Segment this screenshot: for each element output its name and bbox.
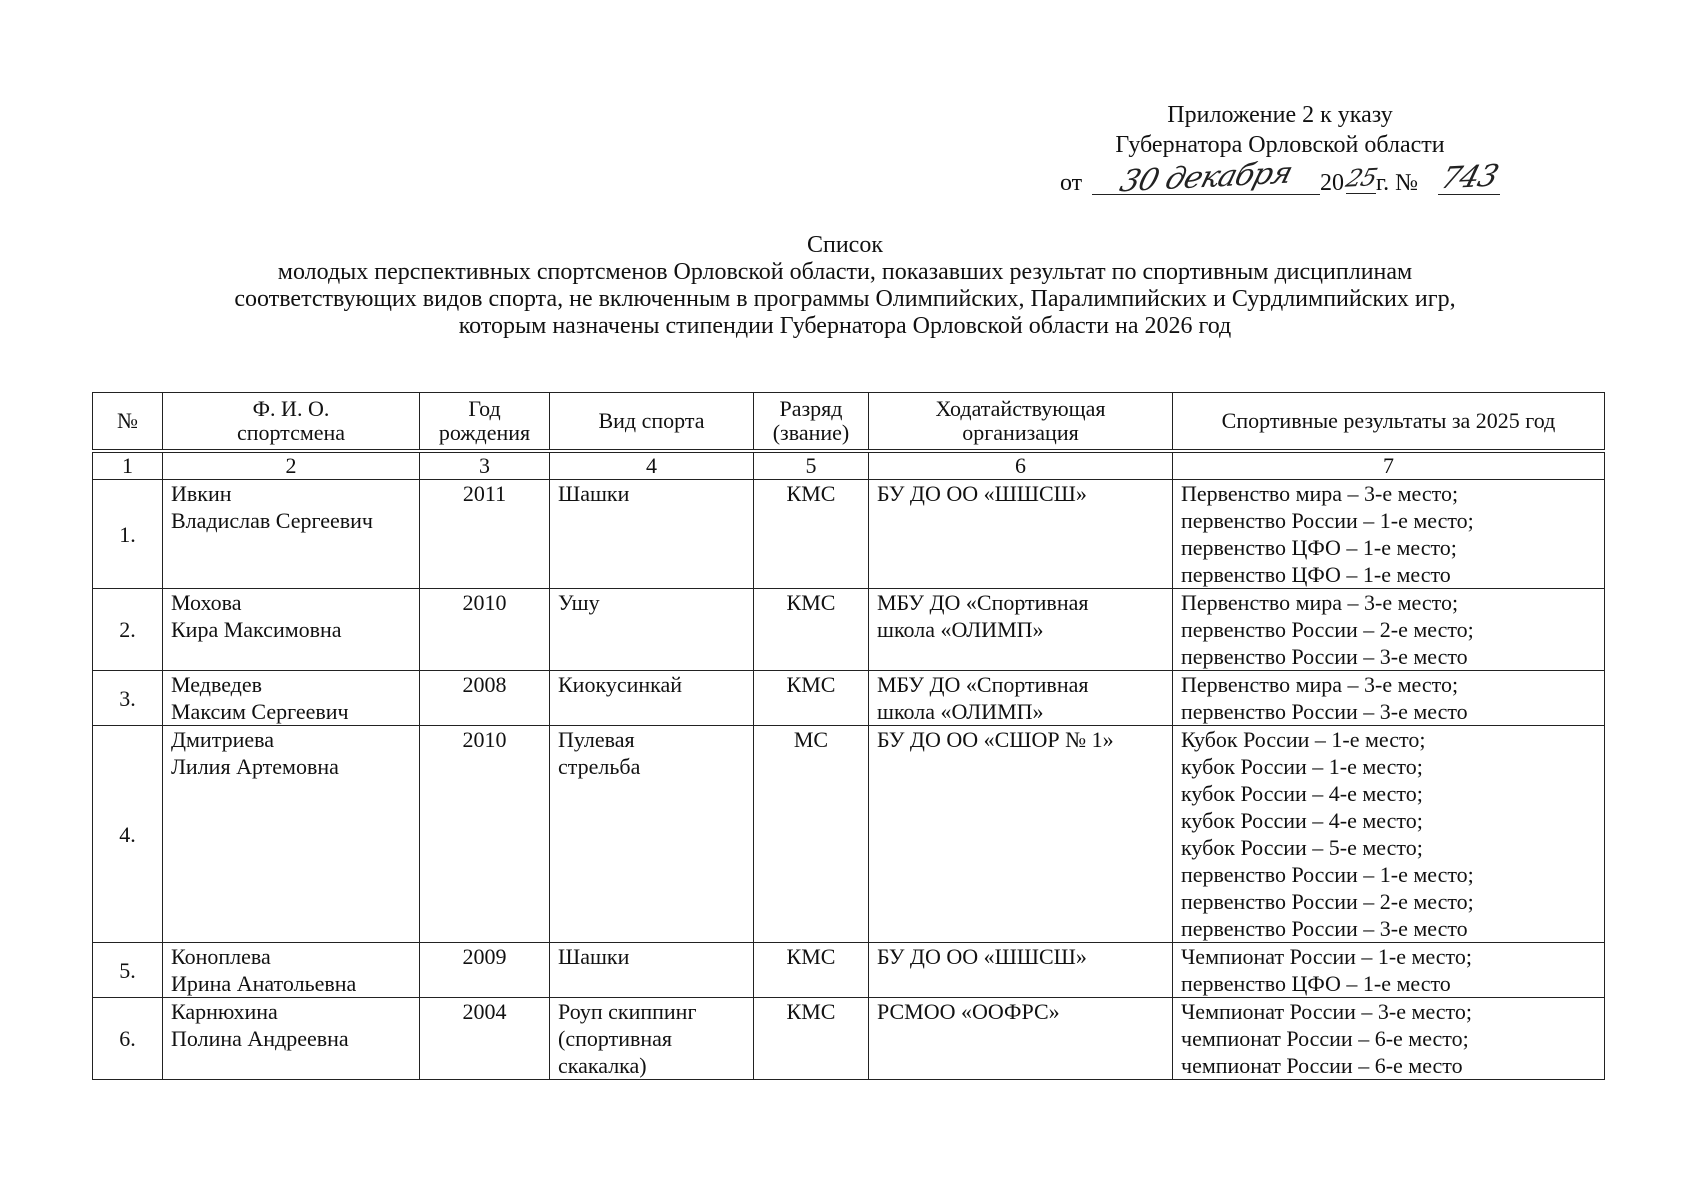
row-number: 5. (93, 943, 163, 998)
organization: БУ ДО ОО «ШШСШ» (869, 480, 1173, 589)
year-prefix: 20 (1320, 170, 1344, 196)
results (1173, 998, 1605, 1080)
athlete-name (163, 726, 420, 943)
result-entry: кубок России – 4-е место; (1181, 808, 1423, 833)
header-results: Спортивные результаты за 2025 год (1173, 393, 1605, 452)
table-row (93, 998, 1605, 1080)
result-entry: первенство России – 3-е место (1181, 699, 1468, 724)
athlete-surname: Карнюхина (171, 999, 278, 1024)
athlete-name (163, 589, 420, 671)
col-number: 2 (163, 451, 420, 480)
athlete-given-names: Ирина Анатольевна (171, 971, 357, 996)
date-field (1092, 155, 1320, 200)
rank: КМС (754, 589, 869, 671)
result-entry: первенство ЦФО – 1-е место (1181, 971, 1451, 996)
handwritten-year: 25 (1342, 163, 1380, 193)
results (1173, 726, 1605, 943)
sport: Шашки (550, 943, 754, 998)
result-entry: Первенство мира – 3-е место; (1181, 481, 1459, 506)
organization: БУ ДО ОО «ШШСШ» (869, 943, 1173, 998)
athlete-surname: Медведев (171, 672, 263, 697)
col-number: 7 (1173, 451, 1605, 480)
col-number: 3 (420, 451, 550, 480)
row-number: 4. (93, 726, 163, 943)
column-number-row (93, 451, 1605, 480)
athletes-table (92, 392, 1605, 1080)
birth-year: 2010 (420, 726, 550, 943)
athlete-given-names: Лилия Артемовна (171, 754, 339, 779)
athlete-name (163, 998, 420, 1080)
document-title (90, 232, 1600, 340)
col-number: 5 (754, 451, 869, 480)
result-entry: Первенство мира – 3-е место; (1181, 672, 1459, 697)
organization: РСМОО «ООФРС» (869, 998, 1173, 1080)
table-row (93, 671, 1605, 726)
sport: Пулевая стрельба (550, 726, 754, 943)
handwritten-date: 30 декабря (1116, 155, 1297, 200)
athlete-given-names: Владислав Сергеевич (171, 508, 373, 533)
header-fio: Ф. И. О. спортсмена (163, 393, 420, 452)
result-entry: первенство ЦФО – 1-е место (1181, 562, 1451, 587)
row-number: 6. (93, 998, 163, 1080)
row-number: 3. (93, 671, 163, 726)
table-row (93, 480, 1605, 589)
annex-line-2: Губернатора Орловской области (1115, 132, 1445, 158)
result-entry: Чемпионат России – 3-е место; (1181, 999, 1472, 1024)
sport: Киокусинкай (550, 671, 754, 726)
sport: Ушу (550, 589, 754, 671)
result-entry: первенство России – 3-е место (1181, 644, 1468, 669)
col-number: 4 (550, 451, 754, 480)
result-entry: первенство России – 1-е место; (1181, 862, 1474, 887)
handwritten-number: 743 (1436, 158, 1502, 197)
organization: БУ ДО ОО «СШОР № 1» (869, 726, 1173, 943)
sport: Шашки (550, 480, 754, 589)
result-entry: чемпионат России – 6-е место; (1181, 1026, 1469, 1051)
header-num: № (93, 393, 163, 452)
sport: Роуп скиппинг (спортивная скакалка) (550, 998, 754, 1080)
annex-line-1: Приложение 2 к указу (1167, 102, 1393, 128)
athlete-name (163, 943, 420, 998)
header-row (93, 393, 1605, 452)
result-entry: первенство России – 2-е место; (1181, 889, 1474, 914)
annex-block (1020, 100, 1540, 198)
title-heading: Список (806, 232, 883, 258)
title-line-1: молодых перспективных спортсменов Орловской области, показавших результат по спортивным дисциплинам (277, 259, 1413, 285)
results (1173, 671, 1605, 726)
rank: КМС (754, 480, 869, 589)
result-entry: первенство ЦФО – 1-е место; (1181, 535, 1457, 560)
athlete-surname: Мохова (171, 590, 242, 615)
athlete-given-names: Полина Андреевна (171, 1026, 349, 1051)
results (1173, 480, 1605, 589)
birth-year: 2009 (420, 943, 550, 998)
col-number: 6 (869, 451, 1173, 480)
col-number: 1 (93, 451, 163, 480)
birth-year: 2011 (420, 480, 550, 589)
table-row (93, 943, 1605, 998)
organization: МБУ ДО «Спортивная школа «ОЛИМП» (869, 671, 1173, 726)
result-entry: кубок России – 4-е место; (1181, 781, 1423, 806)
birth-year: 2010 (420, 589, 550, 671)
rank: КМС (754, 998, 869, 1080)
result-entry: кубок России – 5-е место; (1181, 835, 1423, 860)
result-entry: Чемпионат России – 1-е место; (1181, 944, 1472, 969)
athlete-surname: Коноплева (171, 944, 271, 969)
row-number: 1. (93, 480, 163, 589)
header-rank: Разряд (звание) (754, 393, 869, 452)
year-suffix: г. № (1376, 170, 1419, 196)
organization: МБУ ДО «Спортивная школа «ОЛИМП» (869, 589, 1173, 671)
result-entry: кубок России – 1-е место; (1181, 754, 1423, 779)
result-entry: Первенство мира – 3-е место; (1181, 590, 1459, 615)
header-birth-year: Год рождения (420, 393, 550, 452)
birth-year: 2008 (420, 671, 550, 726)
header-organization: Ходатайствующая организация (869, 393, 1173, 452)
athlete-surname: Дмитриева (171, 727, 274, 752)
athlete-name (163, 480, 420, 589)
rank: КМС (754, 671, 869, 726)
row-number: 2. (93, 589, 163, 671)
annex-from-label: от (1060, 170, 1083, 196)
athlete-name (163, 671, 420, 726)
athlete-given-names: Кира Максимовна (171, 617, 342, 642)
result-entry: первенство России – 3-е место (1181, 916, 1468, 941)
rank: МС (754, 726, 869, 943)
results (1173, 589, 1605, 671)
athlete-given-names: Максим Сергеевич (171, 699, 349, 724)
result-entry: первенство России – 2-е место; (1181, 617, 1474, 642)
title-line-2: соответствующих видов спорта, не включенным в программы Олимпийских, Паралимпийских и Сурдлимпийских игр, (234, 286, 1456, 312)
header-sport: Вид спорта (550, 393, 754, 452)
annex-date-line (1020, 155, 1540, 200)
result-entry: чемпионат России – 6-е место (1181, 1053, 1463, 1078)
year-field (1342, 163, 1380, 194)
result-entry: Кубок России – 1-е место; (1181, 727, 1426, 752)
table-row (93, 589, 1605, 671)
number-field (1436, 158, 1502, 197)
athlete-surname: Ивкин (171, 481, 232, 506)
result-entry: первенство России – 1-е место; (1181, 508, 1474, 533)
results (1173, 943, 1605, 998)
rank: КМС (754, 943, 869, 998)
title-line-3: которым назначены стипендии Губернатора Орловской области на 2026 год (458, 313, 1232, 339)
table-row (93, 726, 1605, 943)
table-body (93, 480, 1605, 1080)
birth-year: 2004 (420, 998, 550, 1080)
